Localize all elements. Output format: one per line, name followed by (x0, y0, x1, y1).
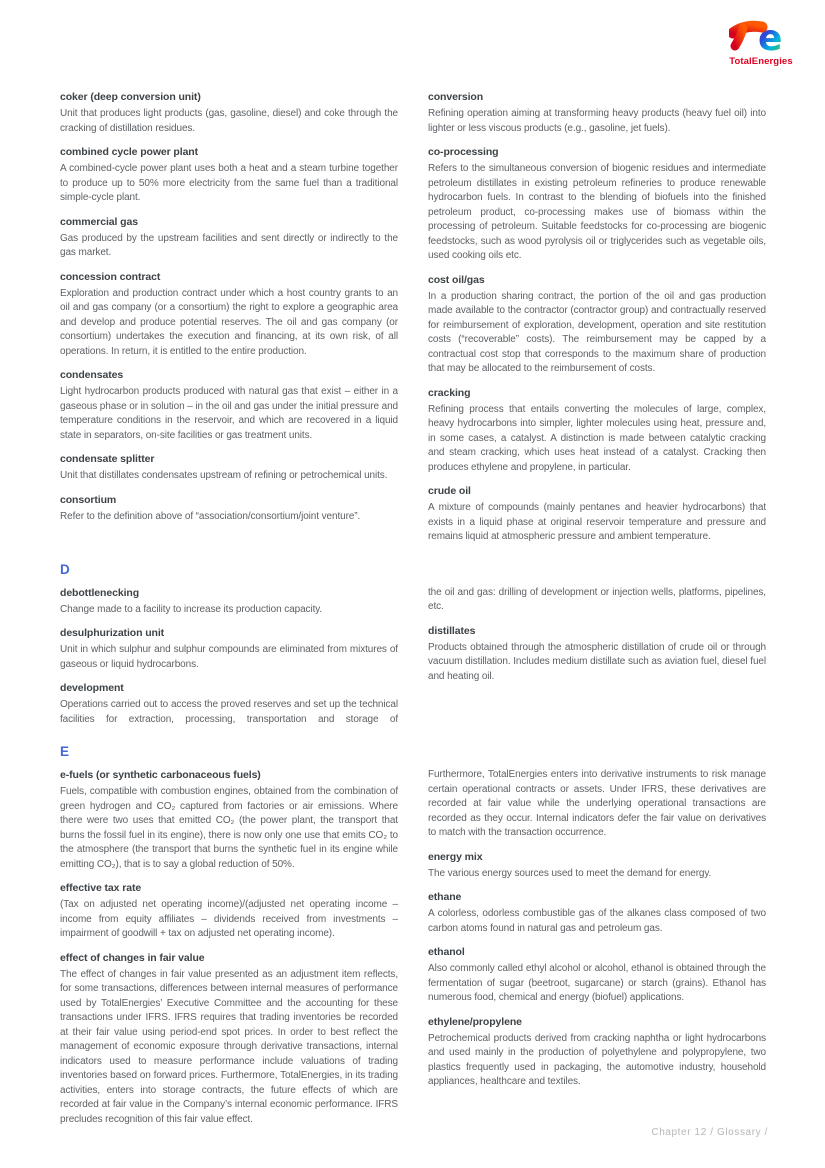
glossary-term: cost oil/gas (428, 273, 485, 286)
glossary-definition: A combined-cycle power plant uses both a heat and a steam turbine together to produce up to 50% more electricity from the same fuel than a traditional simple-cycle plant. (60, 163, 398, 203)
glossary-term: coker (deep conversion unit) (60, 91, 201, 103)
glossary-definition: the oil and gas: drilling of development or injection wells, platforms, pipelines, etc. (428, 586, 766, 612)
glossary-term: ethanol (428, 946, 465, 958)
glossary-term: cracking (428, 386, 471, 399)
glossary-definition: Also commonly called ethyl alcohol or alcohol, ethanol is obtained through the fermentation of sugar (beetroot, sugarcane) or starch (grains). Ethanol has numerous food, chemical and energy (biofuel) applications. (428, 963, 766, 1003)
glossary-term: effect of changes in fair value (60, 951, 205, 964)
glossary-term: combined cycle power plant (60, 146, 199, 158)
section-letter: D (60, 561, 70, 577)
glossary-column-left (60, 729, 398, 1129)
glossary-definition: Refers to the simultaneous conversion of biogenic residues and intermediate petroleum distillates in existing petroleum refineries to produce renewable hydrocarbon fuels. In contrast to the blending of biofuels into the finished petroleum product, co-processing makes use of biomass within the processing of petroleum. Suitable feedstocks for co-processing are biogenic feedstocks, such as wood pyrolysis oil or triglycerides such as vegetable oils, used cooking oils etc. (428, 163, 766, 261)
glossary-definition: Unit that distillates condensates upstream of refining or petrochemical units. (60, 470, 388, 481)
glossary-band-e (60, 729, 766, 1129)
glossary-term: ethylene/propylene (428, 1015, 522, 1028)
glossary-definition: A colorless, odorless combustible gas of the alkanes class composed of two carbon atoms found in natural gas and petroleum gas. (428, 908, 766, 934)
glossary-definition: (Tax on adjusted net operating income)/(adjusted net operating income – income from equity affiliates – dividends received from investments – impairment of goodwill + tax on adjusted net operating income). (60, 899, 398, 939)
glossary-definition: Refer to the definition above of “association/consortium/joint venture”. (60, 510, 361, 522)
glossary-definition: Change made to a facility to increase its production capacity. (60, 603, 323, 615)
glossary-term: debottlenecking (60, 586, 140, 599)
glossary-term: concession contract (60, 270, 161, 283)
glossary-term: conversion (428, 91, 484, 103)
glossary-term: desulphurization unit (60, 627, 165, 639)
glossary-term: distillates (428, 624, 476, 637)
glossary-column-right (428, 90, 766, 547)
glossary-definition: Refining process that entails converting the molecules of large, complex, heavy hydrocarbons into simpler, lighter molecules using heat, pressure and, in some cases, a catalyst. A distinction is made between catalytic cracking and steam cracking, which uses heat instead of a catalyst. Cracking then produces ethylene and propylene, in particular. (428, 403, 766, 473)
logo-e-glyph: e (758, 18, 783, 56)
glossary-column-right (428, 547, 766, 687)
glossary-term: effective tax rate (60, 882, 142, 894)
glossary-definition: In a production sharing contract, the portion of the oil and gas production made available to the contractor (contractor group) and contractually reserved for reimbursement of exploration, development, operation and site restitution costs (“recoverable” costs). The reimbursement may be capped by a contractual cost stop that corresponds to the maximum share of production that may be allocated to the reimbursement of costs. (428, 290, 766, 374)
glossary-content (60, 90, 766, 1129)
glossary-definition: Refining operation aiming at transforming heavy products (heavy fuel oil) into lighter or less viscous products (e.g., gasoline, jet fuels). (428, 108, 766, 134)
glossary-term: condensates (60, 369, 124, 381)
glossary-term: development (60, 682, 124, 694)
glossary-definition: Light hydrocarbon products produced with natural gas that exist – either in a gaseous phase or in solution – in the oil and gas under the initial pressure and temperature conditions in the reservoir, and which are recovered in a liquid state in separators, on-site facilities or gas treatment units. (60, 386, 398, 441)
glossary-definition: Gas produced by the upstream facilities and sent directly or indirectly to the gas market. (60, 232, 398, 258)
glossary-definition: Fuels, compatible with combustion engines, obtained from the combination of green hydrogen and CO₂ captured from factories or air emissions. Where there were two uses that emitted CO₂ (the power plant, the transport that burns the fossil fuel in its engine), there is now only one use that emits CO₂ to the atmosphere (the transport that burns the synthetic fuel in its engine while emitting CO₂), that is to say a global reduction of 50%. (60, 786, 398, 870)
totalenergies-logo-icon (729, 16, 793, 56)
glossary-definition: Products obtained through the atmospheric distillation of crude oil or through vacuum distillation. Includes medium distillate such as aviation fuel, diesel fuel and heating oil. (428, 641, 766, 682)
section-letter: E (60, 744, 70, 759)
glossary-band-c (60, 90, 766, 547)
page-footer: Chapter 12 / Glossary / (651, 1127, 768, 1138)
glossary-definition: The effect of changes in fair value presented as an adjustment item reflects, for some transactions, differences between internal measures of performance used by TotalEnergies’ Executive Committee and the accounting for these transactions under IFRS. IFRS requires that trading inventories be recorded at their fair value using period-end spot prices. In order to best reflect the management of economic exposure through derivative transactions, internal indicators used to measure performance include valuations of trading inventories based on forward prices. Furthermore, TotalEnergies, in its trading activities, enters into storage contracts, the future effects of which are recorded at fair value in the Company’s internal economic performance. IFRS precludes recognition of this fair value effect. (60, 968, 398, 1125)
glossary-term: consortium (60, 493, 117, 506)
glossary-definition: Unit that produces light products (gas, gasoline, diesel) and coke through the cracking of distillation residues. (60, 108, 398, 134)
glossary-definition: Exploration and production contract under which a host country grants to an oil and gas company (or a consortium) the right to explore a geographic area and develop and produce potential reserves. The oil and gas company (or consortium) undertakes the execution and financing, at its own risk, of all operations. In return, it is entitled to the entire production. (60, 287, 398, 357)
totalenergies-logo (723, 16, 799, 67)
glossary-definition: The various energy sources used to meet the demand for energy. (428, 867, 712, 879)
glossary-term: condensate splitter (60, 453, 155, 465)
glossary-term: crude oil (428, 485, 471, 497)
glossary-definition: Petrochemical products derived from cracking naphtha or light hydrocarbons and used mainly in the production of polyethylene and polypropylene, two plastics frequently used in packaging, the automotive industry, household appliances, healthcare and textiles. (428, 1032, 766, 1087)
glossary-term: energy mix (428, 850, 483, 863)
logo-wordmark: TotalEnergies (729, 56, 793, 67)
glossary-column-left (60, 90, 398, 526)
glossary-definition: A mixture of compounds (mainly pentanes and heavier hydrocarbons) that exists in a liquid phase at original reservoir temperature and pressure and remains liquid at atmospheric pressure and ambient temperature. (428, 502, 766, 542)
glossary-band-d (60, 547, 766, 730)
glossary-definition: Furthermore, TotalEnergies enters into derivative instruments to risk manage certain operational contracts or assets. Under IFRS, these derivatives are recorded at fair value while the underlying operational transactions are recorded as they occur. Internal indicators defer the fair value on derivatives to match with the transaction occurrence. (428, 769, 766, 838)
glossary-definition: Operations carried out to access the proved reserves and set up the technical facilities for extraction, processing, transportation and storage of (60, 699, 398, 725)
glossary-term: commercial gas (60, 215, 138, 228)
glossary-column-right (428, 729, 766, 1092)
glossary-term: e-fuels (or synthetic carbonaceous fuels) (60, 769, 261, 781)
glossary-term: co-processing (428, 146, 499, 158)
glossary-column-left (60, 547, 398, 730)
glossary-term: ethane (428, 891, 462, 903)
glossary-definition: Unit in which sulphur and sulphur compounds are eliminated from mixtures of gaseous or liquid hydrocarbons. (60, 644, 398, 670)
